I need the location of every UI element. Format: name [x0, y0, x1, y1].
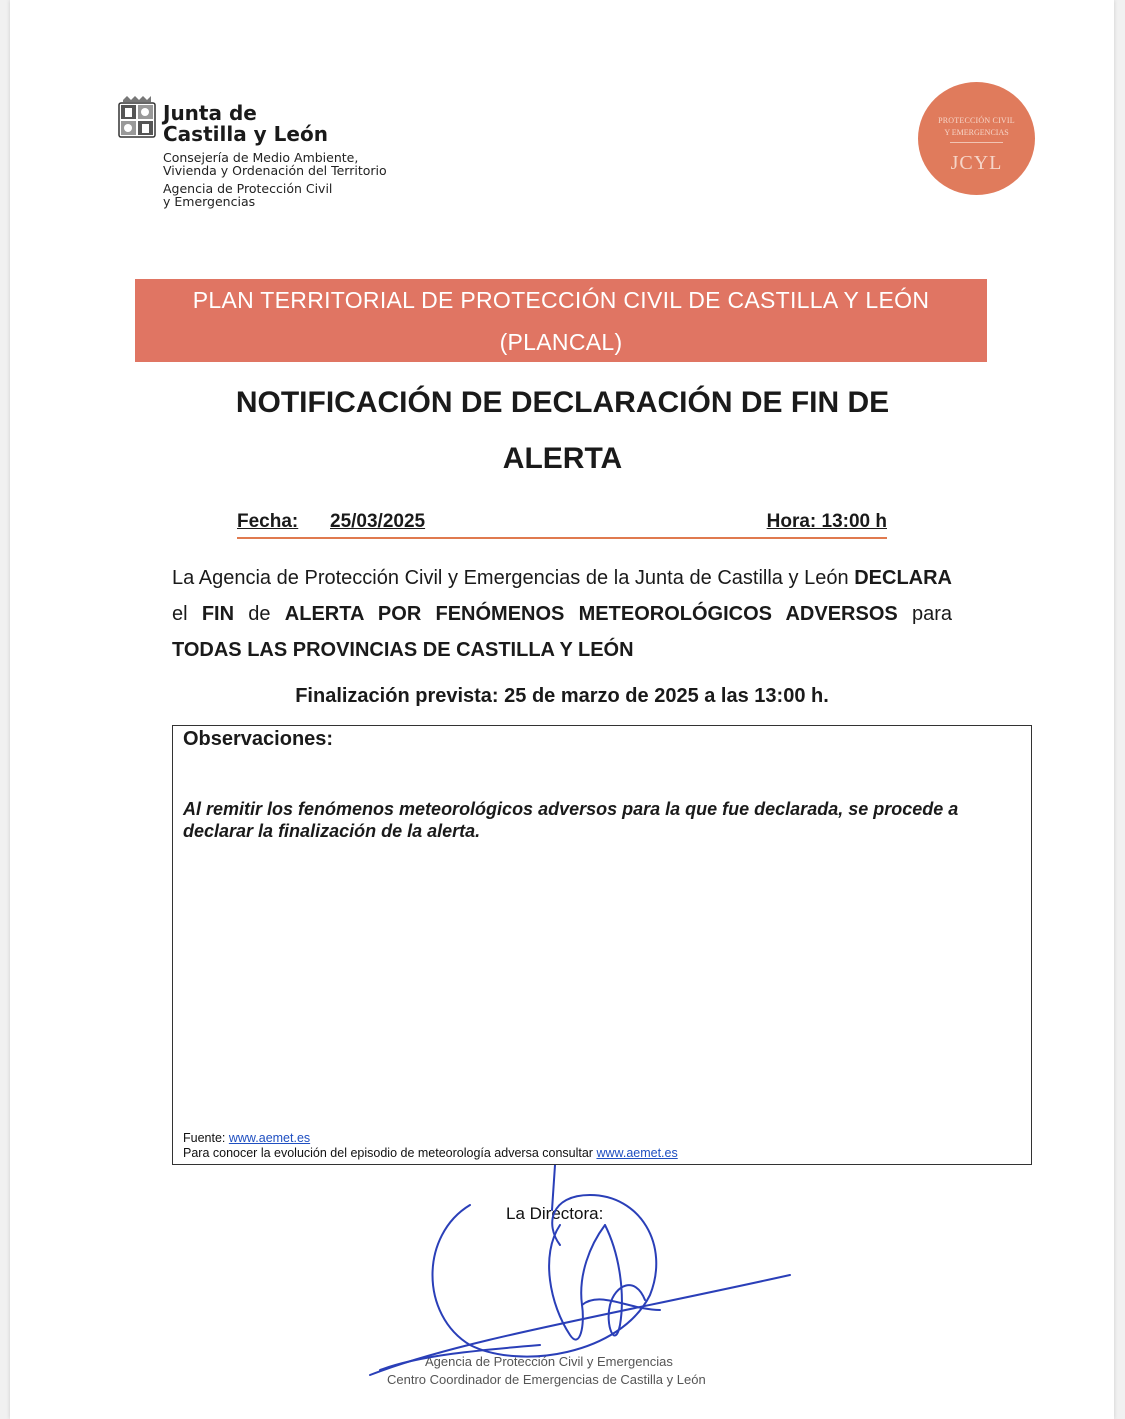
org-name-line-2: Castilla y León — [163, 122, 328, 146]
fuente-note — [183, 1131, 678, 1161]
aemet-consult-link[interactable]: www.aemet.es — [596, 1146, 678, 1160]
fin-word: FIN — [201, 603, 235, 625]
agency-stamp-line-2: Centro Coordinador de Emergencias de Castilla y León — [387, 1372, 706, 1387]
coat-of-arms-icon — [117, 96, 157, 144]
logo-text-1: PROTECCIÓN CIVIL — [938, 116, 1015, 125]
fuente-label: Fuente: — [183, 1131, 229, 1145]
organization-name — [163, 103, 328, 145]
banner-line-2: (PLANCAL) — [499, 329, 623, 355]
banner-line-1: PLAN TERRITORIAL DE PROTECCIÓN CIVIL DE CASTILLA Y LEÓN — [192, 287, 930, 313]
document-title-line-2: ALERTA — [502, 442, 623, 475]
aemet-link[interactable]: www.aemet.es — [228, 1131, 311, 1145]
proteccion-civil-logo — [918, 82, 1035, 195]
handwritten-signature — [360, 1165, 800, 1385]
document-title-line-1: NOTIFICACIÓN DE DECLARACIÓN DE FIN DE — [235, 386, 890, 419]
department-line-1: Consejería de Medio Ambiente, — [163, 150, 359, 165]
alerta-phrase: ALERTA POR FENÓMENOS METEOROLÓGICOS ADVERSOS — [284, 603, 898, 625]
agency-line-2: y Emergencias — [163, 194, 256, 209]
department-line-2: Vivienda y Ordenación del Territorio — [163, 163, 387, 178]
plan-banner — [135, 279, 987, 362]
consultar-text: Para conocer la evolución del episodio de meteorología adversa consultar — [183, 1146, 597, 1160]
declaration-intro: La Agencia de Protección Civil y Emergencias de la Junta de Castilla y León — [172, 567, 849, 589]
directora-label: La Directora: — [506, 1204, 604, 1223]
org-name-line-1: Junta de — [163, 101, 257, 125]
agency-line-1: Agencia de Protección Civil — [163, 181, 333, 196]
hora-value: Hora: 13:00 h — [766, 511, 887, 532]
provincias-phrase: TODAS LAS PROVINCIAS DE CASTILLA Y LEÓN — [172, 639, 634, 661]
agency-stamp-line-1: Agencia de Protección Civil y Emergencias — [425, 1354, 673, 1369]
fecha-value: 25/03/2025 — [330, 511, 426, 532]
declaration-paragraph — [172, 560, 952, 668]
logo-text-3: JCYL — [950, 152, 1003, 174]
date-time-row — [237, 511, 887, 539]
de-word: de — [248, 603, 271, 625]
declara-word: DECLARA — [854, 567, 952, 589]
fecha-label: Fecha: — [237, 511, 299, 532]
el-word: el — [172, 603, 188, 625]
observaciones-text: Al remitir los fenómenos meteorológicos adversos para la que fue declarada, se procede a declarar la finalización de la alerta. — [183, 799, 959, 841]
finalizacion-prevista: Finalización prevista: 25 de marzo de 2025 a las 13:00 h. — [295, 685, 829, 707]
observaciones-box — [172, 725, 1032, 1165]
para-word: para — [911, 603, 953, 625]
observaciones-title: Observaciones: — [183, 728, 334, 750]
logo-text-2: Y EMERGENCIAS — [944, 128, 1009, 137]
organization-department — [163, 151, 387, 208]
